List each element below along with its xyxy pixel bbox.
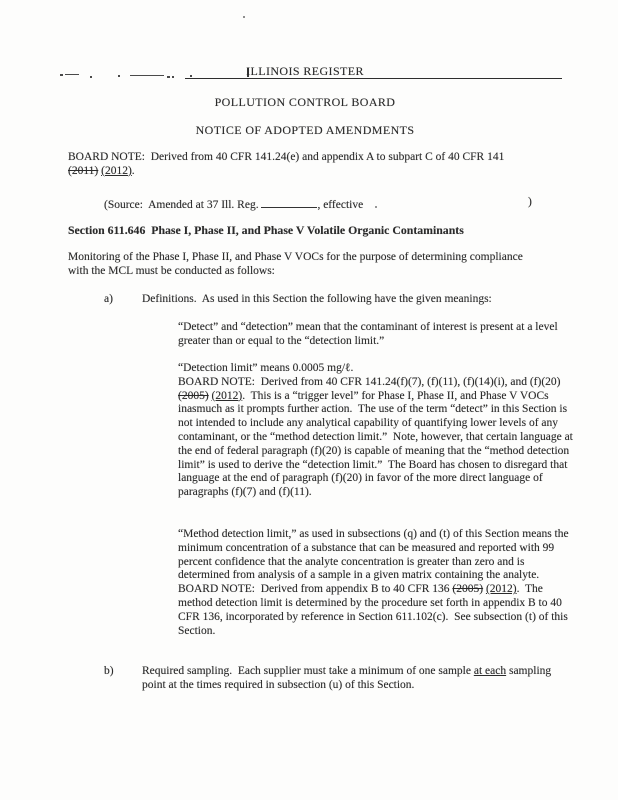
source-effective: , effective: [317, 199, 364, 211]
note-tail: . This is a “trigger level” for Phase I, Phase II, and Phase V VOCs inasmuch as it prompts further action. The use of the term “detect” in this Section is not intended to include any analytical capability of quantifying lower levels of any contaminant, or the “method detection limit.” Note, however, that certain language at the end of federal paragraph (f)(20) is capable of meaning that the “method detection limit” is used to derive the “detection limit.” The Board has chosen to disregard that language at the end of paragraph (f)(20) in favor of the more direct language of paragraphs (f)(7) and (f)(11).: [178, 389, 576, 499]
intro-paragraph: Monitoring of the Phase I, Phase II, and Phase V VOCs for the purpose of determining compliance with the MCL must be conducted as follows:: [68, 251, 526, 277]
note-tail: . The method detection limit is determined by the procedure set forth in appendix B to 40 CFR 136, incorporated by reference in Section 611.102(c). See subsection (t) of this Section.: [178, 583, 571, 637]
board-name: POLLUTION CONTROL BOARD: [214, 95, 396, 109]
board-note-top-tail: .: [131, 164, 135, 177]
deleted-year: (2011): [68, 164, 99, 177]
source-prefix: (Source: Amended at 37 Ill. Reg.: [104, 199, 262, 211]
inserted-year: (2012): [485, 583, 517, 596]
scan-speck-top: [243, 16, 245, 18]
deleted-year: (2005): [178, 389, 209, 402]
scan-speck-effective: [375, 206, 377, 208]
board-note-top: [68, 151, 523, 179]
inserted-text: at each: [473, 665, 507, 677]
definition-detect: “Detect” and “detection” mean that the contaminant of interest is present at a level greater than or equal to the “detection limit.”: [178, 321, 561, 347]
inserted-year: (2012): [211, 389, 243, 402]
section-heading: Section 611.646 Phase I, Phase II, and Phase V Volatile Organic Contaminants: [68, 223, 464, 237]
source-line: [104, 196, 544, 213]
definition-detection-limit: [178, 362, 578, 500]
definition-method-detection-limit: [178, 528, 578, 638]
blank-fill-in-line: [261, 196, 317, 208]
item-b-text-tail: sampling point at the times required in subsection (u) of this Section.: [142, 665, 555, 691]
notice-title: NOTICE OF ADOPTED AMENDMENTS: [195, 123, 415, 137]
method-detection-limit-board-note: [178, 583, 578, 638]
source-close-paren: ): [528, 196, 532, 208]
detection-limit-line: “Detection limit” means 0.0005 mg/ℓ.: [178, 362, 354, 374]
item-b-label: b): [104, 665, 114, 677]
method-detection-limit-body: “Method detection limit,” as used in subsections (q) and (t) of this Section means the minimum concentration of a substance that can be measured and reported with 99 percent confidence that the analyte concentration is greater than zero and is determined from analysis of a sample in a given matrix containing the analyte.: [178, 528, 572, 582]
note-pre: BOARD NOTE: Derived from 40 CFR 141.24(f)(7), (f)(11), (f)(14)(i), and (f)(20): [178, 375, 564, 388]
item-a-heading: Definitions. As used in this Section the following have the given meanings:: [142, 293, 492, 305]
inserted-year: (2012): [101, 164, 132, 177]
item-b-text: [142, 665, 566, 693]
board-note-top-text: BOARD NOTE: Derived from 40 CFR 141.24(e) and appendix A to subpart C of 40 CFR 141: [68, 151, 508, 163]
detection-limit-board-note: [178, 376, 578, 500]
deleted-year: (2005): [452, 583, 484, 596]
item-a-label: a): [104, 293, 113, 305]
register-title: ILLINOIS REGISTER: [246, 64, 364, 78]
item-b-text-pre: Required sampling. Each supplier must take a minimum of one sample: [142, 665, 474, 677]
note-pre: BOARD NOTE: Derived from appendix B to 40 CFR 136: [178, 583, 453, 596]
